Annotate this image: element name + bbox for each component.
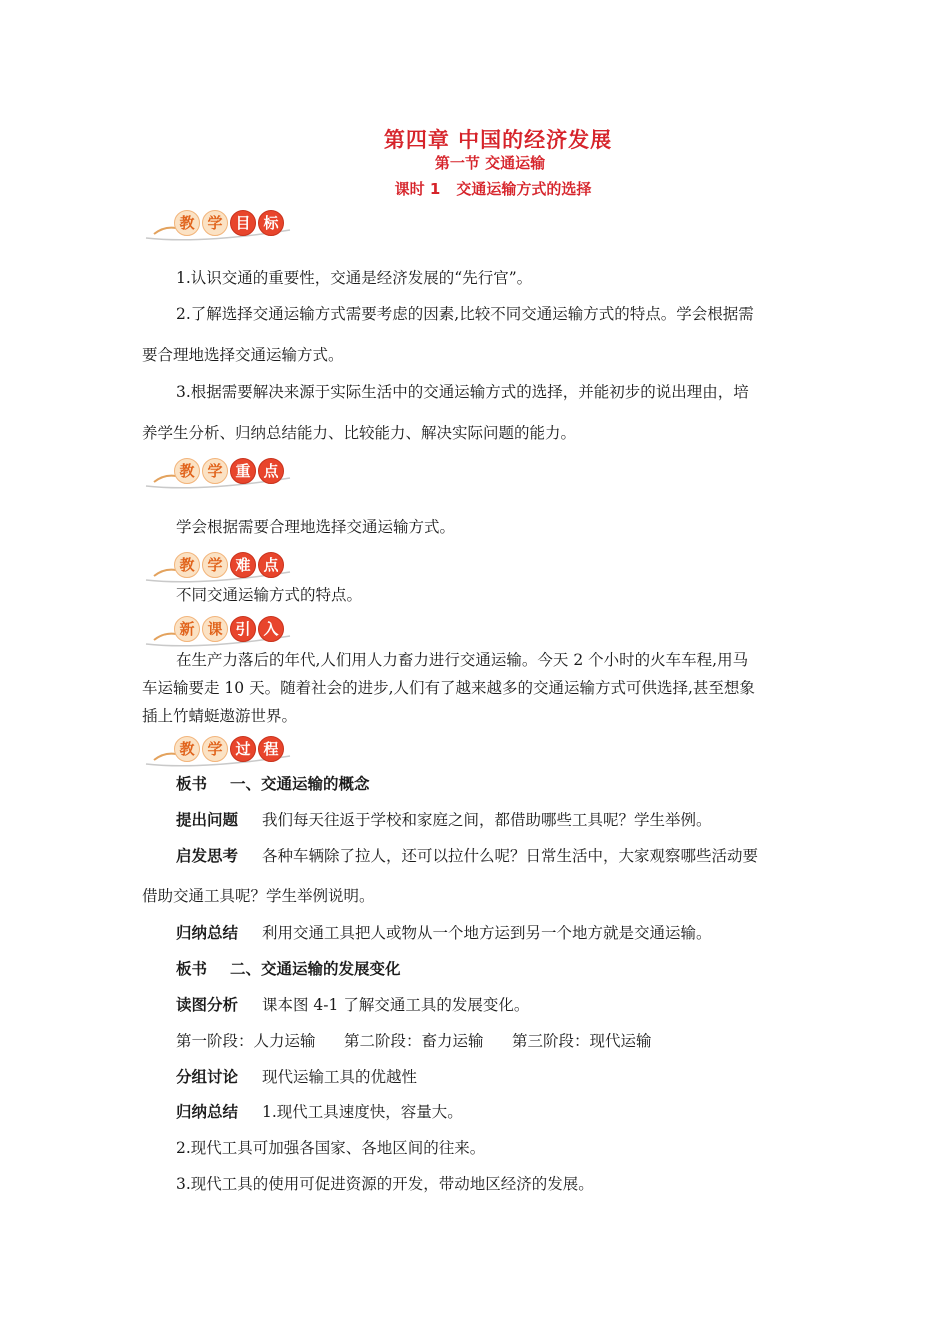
chapter-title: 第四章 中国的经济发展 — [383, 128, 613, 152]
summary-2-label: 归纳总结 — [176, 1103, 239, 1121]
think-line-1: 各种车辆除了拉人，还可以拉什么呢？日常生活中，大家观察哪些活动要 — [262, 847, 759, 865]
group-discussion-text: 现代运输工具的优越性 — [262, 1068, 418, 1086]
summary-1-text: 利用交通工具把人或物从一个地方运到另一个地方就是交通运输。 — [262, 924, 712, 942]
badge-char: 目 — [230, 210, 256, 236]
read-figure-label: 读图分析 — [176, 996, 239, 1014]
badge-char: 教 — [174, 736, 200, 762]
group-discussion-label: 分组讨论 — [176, 1068, 239, 1086]
objective-2: 2.了解选择交通运输方式需要考虑的因素,比较不同交通运输方式的特点。学会根据需 — [176, 305, 754, 323]
summary-point-3: 3.现代工具的使用可促进资源的开发，带动地区经济的发展。 — [176, 1175, 594, 1193]
badge-char: 标 — [258, 210, 284, 236]
badge-char: 点 — [258, 552, 284, 578]
summary-2-text: 1.现代工具速度快，容量大。 — [262, 1103, 463, 1121]
badge-char: 入 — [258, 616, 284, 642]
objective-1: 1.认识交通的重要性，交通是经济发展的“先行官”。 — [176, 269, 533, 287]
badge-char: 学 — [202, 458, 228, 484]
summary-1-label: 归纳总结 — [176, 924, 239, 942]
lesson-title — [0, 178, 950, 199]
board-1-label: 板书 — [176, 775, 208, 793]
badge-difficulties — [140, 546, 300, 586]
badge-char: 课 — [202, 616, 228, 642]
section-title: 第一节 交通运输 — [434, 154, 546, 172]
key-point-text: 学会根据需要合理地选择交通运输方式。 — [176, 518, 456, 536]
badge-char: 教 — [174, 552, 200, 578]
stage-2: 第二阶段：畜力运输 — [344, 1032, 484, 1050]
think-label: 启发思考 — [176, 847, 239, 865]
intro-line-1: 在生产力落后的年代,人们用人力畜力进行交通运输。今天 2 个小时的火车车程,用马 — [176, 651, 749, 669]
badge-intro — [140, 610, 300, 650]
difficulty-text: 不同交通运输方式的特点。 — [176, 586, 363, 604]
intro-line-3: 插上竹蜻蜓遨游世界。 — [142, 707, 298, 725]
lesson-name: 交通运输方式的选择 — [456, 180, 592, 198]
objective-2-cont: 要合理地选择交通运输方式。 — [142, 346, 344, 364]
badge-process — [140, 730, 300, 770]
board-1-text: 一、交通运输的概念 — [230, 775, 370, 793]
stage-1: 第一阶段：人力运输 — [176, 1032, 316, 1050]
objective-3: 3.根据需要解决来源于实际生活中的交通运输方式的选择，并能初步的说出理由，培 — [176, 383, 749, 401]
badge-char: 程 — [258, 736, 284, 762]
question-text: 我们每天往返于学校和家庭之间，都借助哪些工具呢？学生举例。 — [262, 811, 712, 829]
stage-3: 第三阶段：现代运输 — [512, 1032, 652, 1050]
badge-char: 过 — [230, 736, 256, 762]
badge-char: 教 — [174, 458, 200, 484]
board-2-label: 板书 — [176, 960, 208, 978]
badge-char: 难 — [230, 552, 256, 578]
badge-char: 新 — [174, 616, 200, 642]
badge-objectives — [140, 204, 300, 244]
board-2-text: 二、交通运输的发展变化 — [230, 960, 401, 978]
lesson-number: 课时 1 — [394, 180, 441, 198]
question-label: 提出问题 — [176, 811, 239, 829]
badge-char: 学 — [202, 736, 228, 762]
badge-char: 引 — [230, 616, 256, 642]
think-line-2: 借助交通工具呢？学生举例说明。 — [142, 887, 375, 905]
badge-char: 学 — [202, 552, 228, 578]
objective-3-cont: 养学生分析、归纳总结能力、比较能力、解决实际问题的能力。 — [142, 424, 577, 442]
badge-char: 点 — [258, 458, 284, 484]
badge-char: 重 — [230, 458, 256, 484]
intro-line-2: 车运输要走 10 天。随着社会的进步,人们有了越来越多的交通运输方式可供选择,甚至想象 — [142, 679, 755, 697]
badge-key-points — [140, 452, 300, 492]
summary-point-2: 2.现代工具可加强各国家、各地区间的往来。 — [176, 1139, 486, 1157]
badge-char: 教 — [174, 210, 200, 236]
read-figure-text: 课本图 4-1 了解交通工具的发展变化。 — [262, 996, 530, 1014]
badge-char: 学 — [202, 210, 228, 236]
